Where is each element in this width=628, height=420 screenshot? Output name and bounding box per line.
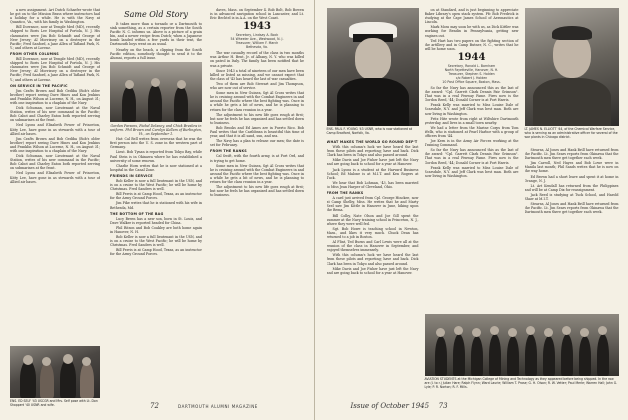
paragraph: Lt. Art Kendall has returned from the Philippines and will be at Camp Dix for reassignment. — [524, 183, 619, 192]
paragraph: With this column's luck we have heard the last from these pilots and reporting; have and back. Dick Clark has been in Tokyo and also passed around. — [326, 253, 419, 266]
paragraph: Jim Crafts Brown and Bob Gediba (Bob's older brother) report seeing Dave Hines and Kon Jenkins and Franklin Wilson at Lucerne, N. H., on August 31; with one inspiration to a chaplain of the Navy. — [10, 88, 100, 105]
left-column-2 — [110, 8, 202, 403]
paragraph: Since 1943 a total of nineteen of our men have been killed or listed as missing, and we cannot expect that the class of '43 has heard the last of war casualties. — [210, 68, 304, 81]
paragraph: The adjustment to his new life goes rough at first; but now he feels he has organized and has settled down to business. — [210, 185, 304, 198]
paragraph: Jack Lyons is a student at the Harvard Business School; Ed Malone is at M.I.T. and Ken Rogers at Tuck. — [326, 167, 419, 180]
issue-label: Issue of October 1945 — [350, 402, 430, 410]
right-column-1 — [327, 138, 419, 408]
paragraph: Ed Brown had a short leave and spent it at home in Orange, N. J. — [524, 174, 619, 183]
photo-caption: AVIATION STUDENTS at the Michigan College of Mining and Technology as they appeared before being shipped. In the row are (l. to r.) Julian Hare; Ralph Flynn; Ward Laurie; William T. Prose; G. H. Olson; R. W. Vetter; Paul Merle; Warren Hall; John G. Lyle; P. R. Norton; R. F. Mills. — [424, 377, 618, 389]
paragraph: Ned Lyons and Elizabeth Power of Princeton, Kitty Lee, have gone in as stewards with a tour of Allied air bases. — [10, 171, 100, 184]
paragraph: Sgt. Bob Howe is teaching school in Newton, Mass., and likes it very much. Chuck Dean has returned to a job in Boston. — [326, 226, 419, 239]
paragraph: The Navy has a plan to release our men; the date is set for February. — [210, 139, 304, 148]
paragraph: Lucy Breen has a new son, born in St. Louis, and Dave Walker is reported headed for China. — [110, 216, 202, 225]
paragraph: a new assignment. Art Dutch Schaefer wrote that he got on to the Mission Brass where instructors had a holiday for a while. He is with the Navy at Quantico, Va., with his family in Washington. — [10, 8, 100, 25]
paragraph: Ned Lyons and Elizabeth Power of Princeton, Kitty Lee, have gone in as stewards with a tour of Allied air bases. — [10, 123, 100, 136]
photo-caption: ENS. ED SELF '43 USCGR and Mrs. Self pose with Lt. Don Shoppert '40 USNR and wife. — [10, 399, 98, 407]
photo-caption: Gordon Parsons, Fiebel Delaney, and Chick Breslow in uniform. Phil Brown and Carolyn Kellam of Burlington, Vt., on September 1. — [110, 123, 202, 137]
paragraph: Dick Schuman, now Lieutenant at the Naval Station, writes of his new command in the Pacific; Bob Cabot and Charley Eaton both reported serving on submarines at the front. — [10, 106, 100, 123]
section-heading: FROM THE RANKS — [326, 191, 364, 196]
paragraph: Bill Dorrance, now at Temple Med (MD), recently shipped to Boris Lee Hospital of Portola, N. J. His classmates were Jim Bob Schmidt and George of New Jersey; Al Morrissey on a destroyer in the Pacific; Fred Sanford, a Jane Allen of Tafland Park, N. Y.; and others at Lorenz. — [10, 25, 100, 50]
paragraph: We had a letter from the Marine Corps from Tom Wells, who is stationed at Pearl Harbor with a group of officers from '44. — [424, 125, 519, 138]
paragraph: With this column's luck we have heard the last from these pilots and reporting; have and back. Dick Clark has been in Tokyo and also passed around. — [326, 145, 419, 158]
treasurer-address-1: c/o Robert J. Holden — [455, 75, 488, 80]
page-footer — [150, 402, 258, 410]
paragraph: daves, Mass. on September 4. Bob Bolt, Bob Bowen is in advanced navigation school in Lancaster, and Lt. Eric Bechtel is in A.A. on the West Coast. — [210, 8, 304, 21]
paragraph: Mike Davis and Joe Fisher have just left the Navy and are going back to school for a year at Hanover. — [326, 158, 419, 167]
paragraph: Bill Colby, Nate Olson and Joe Gill spent the summer at the Navy training school in Princeton, N. J., where they were well fed. — [326, 213, 419, 226]
secretary-line: Secretary, Lindsay A. Bock — [235, 33, 279, 38]
photo-ens-young — [327, 8, 419, 126]
paragraph: Jack Reed is studying at Tuck School, and Harold Shaw at M.I.T. — [524, 192, 619, 202]
paragraph: Hat: Cal Bell writes from overseas that he was the first person into the U. S. zone in the western part of Germany. — [110, 137, 202, 150]
paragraph: Stearns, Al Jones and Hank Brill have returned from the Pacific. Lt. Jim Sears reports from Okinawa that the Dartmouth men there get together each week. — [524, 202, 619, 215]
right-column-2 — [425, 8, 519, 308]
paragraph: Charlie Horn writes that he is now stationed at a hospital in the Canal Zone. — [110, 163, 202, 172]
paragraph: Nearby on the beach, a clipping from the South Pacific edition, somebody thought to send it to the Alumni, reports a full issue. — [110, 47, 202, 60]
photo-caption: LT. JAMES N. ELLIOTT '44, of the Chemical Warfare Service, who is serving as an administrative officer for several of the war plants in Chicago district. — [524, 127, 618, 139]
photo-group — [110, 62, 202, 122]
page-footer — [351, 402, 448, 410]
secretary-address: North Fayetteville, Hanover, N. H. — [444, 67, 499, 72]
right-page — [315, 0, 628, 420]
secretary-address: 54 Wheeler Ave., Westwood, N. J. — [230, 37, 284, 42]
treasurer-line: Treasurer, Stephen S. Holden — [448, 71, 495, 76]
paragraph: Joe Kern is in the Army Air Forces working at the Training Command. — [424, 139, 519, 148]
paragraph: We hear that Bob Lohman, '43, has been married to Miss Jean Harper of Cleveland, Ohio. — [326, 180, 419, 189]
page-number: 72 — [150, 402, 159, 410]
paragraph: Ted Hart has two papers on the fighting section of the artillery and in Camp Butner, N. C., writes that he will be home soon. — [424, 38, 519, 51]
section-heading: WHAT MAKES THE WORLD GO ROUND DEP'T — [326, 140, 418, 144]
paragraph: Frank Kelly was married to Miss Louise Dale of Scarsdale, N.Y. and Jeff Clark was best man. Both are now living in Washington. — [424, 103, 519, 116]
section-heading: FROM OTHER COLUMNS — [10, 51, 59, 56]
paragraph: Stearns, Al Jones and Hank Brill have returned from the Pacific. Lt. Jim Sears reports from Okinawa that the Dartmouth men there get together each week. — [524, 148, 619, 161]
right-column-3 — [525, 148, 619, 310]
paragraph: Dick Schuman, now Lieutenant at the Naval Station, writes of his new command in the Pacific; Bob Cabot and Charley Eaton both reported serving on submarines at the front. — [10, 154, 100, 171]
paragraph: Bob Keller is now a full lieutenant in the USN, and is on a cruise to the West Pacific; he will be home by Christmas. Fred Sanders is well. — [110, 178, 202, 192]
section-heading: ON SERVICE IN THE PACIFIC — [10, 83, 68, 88]
secretary-line: Secretary, Ronald L. Bornham — [447, 63, 496, 68]
paragraph: Phil Ritson and Bob Coakley are both home again in Hanover, N. H. — [110, 225, 202, 234]
paragraph: Some men in New Guinea, Sgt Al Cross writes that he is cruising around with the Combat Engineers in and around the Pacific where the best fighting was. Once in a while he gets a bit of news, and he is planning to return for the class reunion in a year. — [210, 163, 304, 184]
publication-name: DARTMOUTH ALUMNI MAGAZINE — [178, 404, 258, 409]
paragraph: Fritz Hite wrote from right at Wiltshire Dartmouth yesterday, and lives in a small town nearby. — [424, 116, 519, 125]
paragraph: Bob Brooks and Ed Ames are in Puerto Rico. Bob Paul writes that the Caribbean is beautiful this time of year, and that it is all sand, sun, and sea. — [210, 125, 304, 139]
paragraph: The adjustment to his new life goes rough at first; but now he feels he has organized and has settled down to business. — [210, 112, 304, 125]
paragraph: on at Standard, and is just beginning to appreciate Baker Library's open stack system. Pfc Bob Fredrick is studying at the Cape James School of Aeronautics at Lincoln. — [424, 8, 519, 25]
section-heading: FROM THE RANKS — [210, 149, 247, 154]
paragraph: Jim Crafts Brown and Bob Gediba (Bob's older brother) report seeing Dave Hines and Kon Jenkins and Franklin Wilson at Lucerne, N. H., on August 31; with one inspiration to a chaplain of the Navy. — [10, 136, 100, 153]
treasurer-line: Treasurer, William F. March — [235, 41, 279, 46]
paragraph: Cal Swift, with the fourth army, is at Fort Ord, and is trying to get home. — [210, 154, 304, 163]
photo-caption: ENS. PAUL F. YOUNG '43 USNR, who is now stationed at Camp Bradford, Norfolk, Va. — [326, 127, 413, 135]
paragraph: The war casualty record of the class in two months was Arthur H. Bent, Jr. of Albany, N. Y. who was killed on patrol in Italy. The family has been notified that he was a private. — [210, 51, 304, 68]
paragraph: So far the Navy has announced this as the last of the award: "Cpl. Garrett Clark Dennis Fair Grimson". That was in a real Fenway Fame. Fires now is the Gordon Reed, '44; Donald Corner is at Fort Harris. — [424, 85, 519, 103]
paragraph: Jim Carroll, Ned Hayes and Bob Lowe were in Manila last month; Phil Sands writes that he is now on the way home. — [524, 161, 619, 174]
paragraph: Mike Davis and Joe Fisher have just left the Navy and are going back to school for a year at Hanover. — [326, 266, 419, 275]
left-column-1 — [10, 8, 100, 343]
photo-aviation-students — [425, 314, 619, 376]
class-year: 1943 — [243, 21, 271, 33]
treasurer-address-2: 10 Post Office Square, Boston, Mass. — [442, 79, 501, 84]
paragraph: Mark Moss may soon be with us, as Dick Kittler was working for Bendix in Pennsylvania, getting new engines out. — [424, 25, 519, 38]
paragraph: Al Flint, Ted Burns and Carl Lewis were all at the reunion of the class in Hanover in September, and enjoyed themselves immensely. — [326, 240, 419, 253]
paragraph: Frank Kelly was married to Miss Louise Dale of Scarsdale, N.Y. and Jeff Clark was best man. Both are now living in Washington. — [424, 165, 519, 178]
left-column-3 — [210, 8, 304, 403]
paragraph: It takes more than a tornado or a Dartmouth to sink something, as a certain reporter from the South Pacific N. C. informs us. Above is a picture of a grain bin, and a newer recipe from Dutch; when a Japanese bomb landed within a few yards in their tent, the Dartmouth boys went on as usual. — [110, 22, 202, 47]
column-title: Same Old Story — [124, 10, 188, 19]
paragraph: Bill Dorrance, now at Temple Med (MD), recently shipped to Boris Lee Hospital of Portola, N. J. His classmates were Jim Bob Schmidt and George of New Jersey; Al Morrissey on a destroyer in the Pacific; Fred Sanford, a Jane Allen of Tafland Park, N. Y.; and others at Lorenz. — [10, 57, 100, 82]
paragraph: Some men in New Guinea, Sgt Al Cross writes that he is cruising around with the Combat Engineers in and around the Pacific where the best fighting was. Once in a while he gets a bit of news, and he is planning to return for the class reunion in a year. — [210, 91, 304, 112]
treasurer-address: Bethesda, Va. — [246, 45, 268, 50]
paragraph: Lieut. Bob Tynan is reported from Tokyo Bay, while Paul Stein is in Okinawa where he has established a university of some renown. — [110, 150, 202, 163]
paragraph: Bill Ferris is at Camp Hood, Texas, as an instructor for the Army Ground Forces. — [110, 248, 202, 257]
photo-lt-elliott — [525, 8, 619, 126]
paragraph: So far the Navy has announced this as the last of the award: "Cpl. Garrett Clark Dennis Fair Grimson". That was in a real Fenway Fame. Fires now is the Gordon Reed, '44; Donald Corner is at Fort Harris. — [424, 148, 519, 165]
paragraph: Bill Ferris is at Camp Hood, Texas, as an instructor for the Army Ground Forces. — [110, 192, 202, 201]
paragraph: Two of them are Bob Stewart and Jim Thompson, who are now out of service. — [210, 81, 304, 91]
paragraph: Jim Pike writes that he is stationed with his wife in Bethesda, Md. — [110, 201, 202, 210]
paragraph: A card just arrived from Cpl. George Hinckee, now at Camp Shelby, Miss. He writes that he and Marty Seel saw Jim Kittle in Hanover in June, hiking upon the Bema. — [326, 196, 419, 213]
section-heading: FRIENDS IN SERVICE — [110, 173, 153, 178]
page-number: 73 — [438, 402, 448, 410]
paragraph: Bob Keller is now a full lieutenant in the USN, and is on a cruise to the West Pacific; he will be home by Christmas. Fred Sanders is well. — [110, 235, 202, 248]
section-heading: THE BOTTOM OF THE BAG — [110, 211, 164, 216]
photo-ens-self — [10, 346, 100, 398]
class-year: 1944 — [457, 51, 486, 63]
